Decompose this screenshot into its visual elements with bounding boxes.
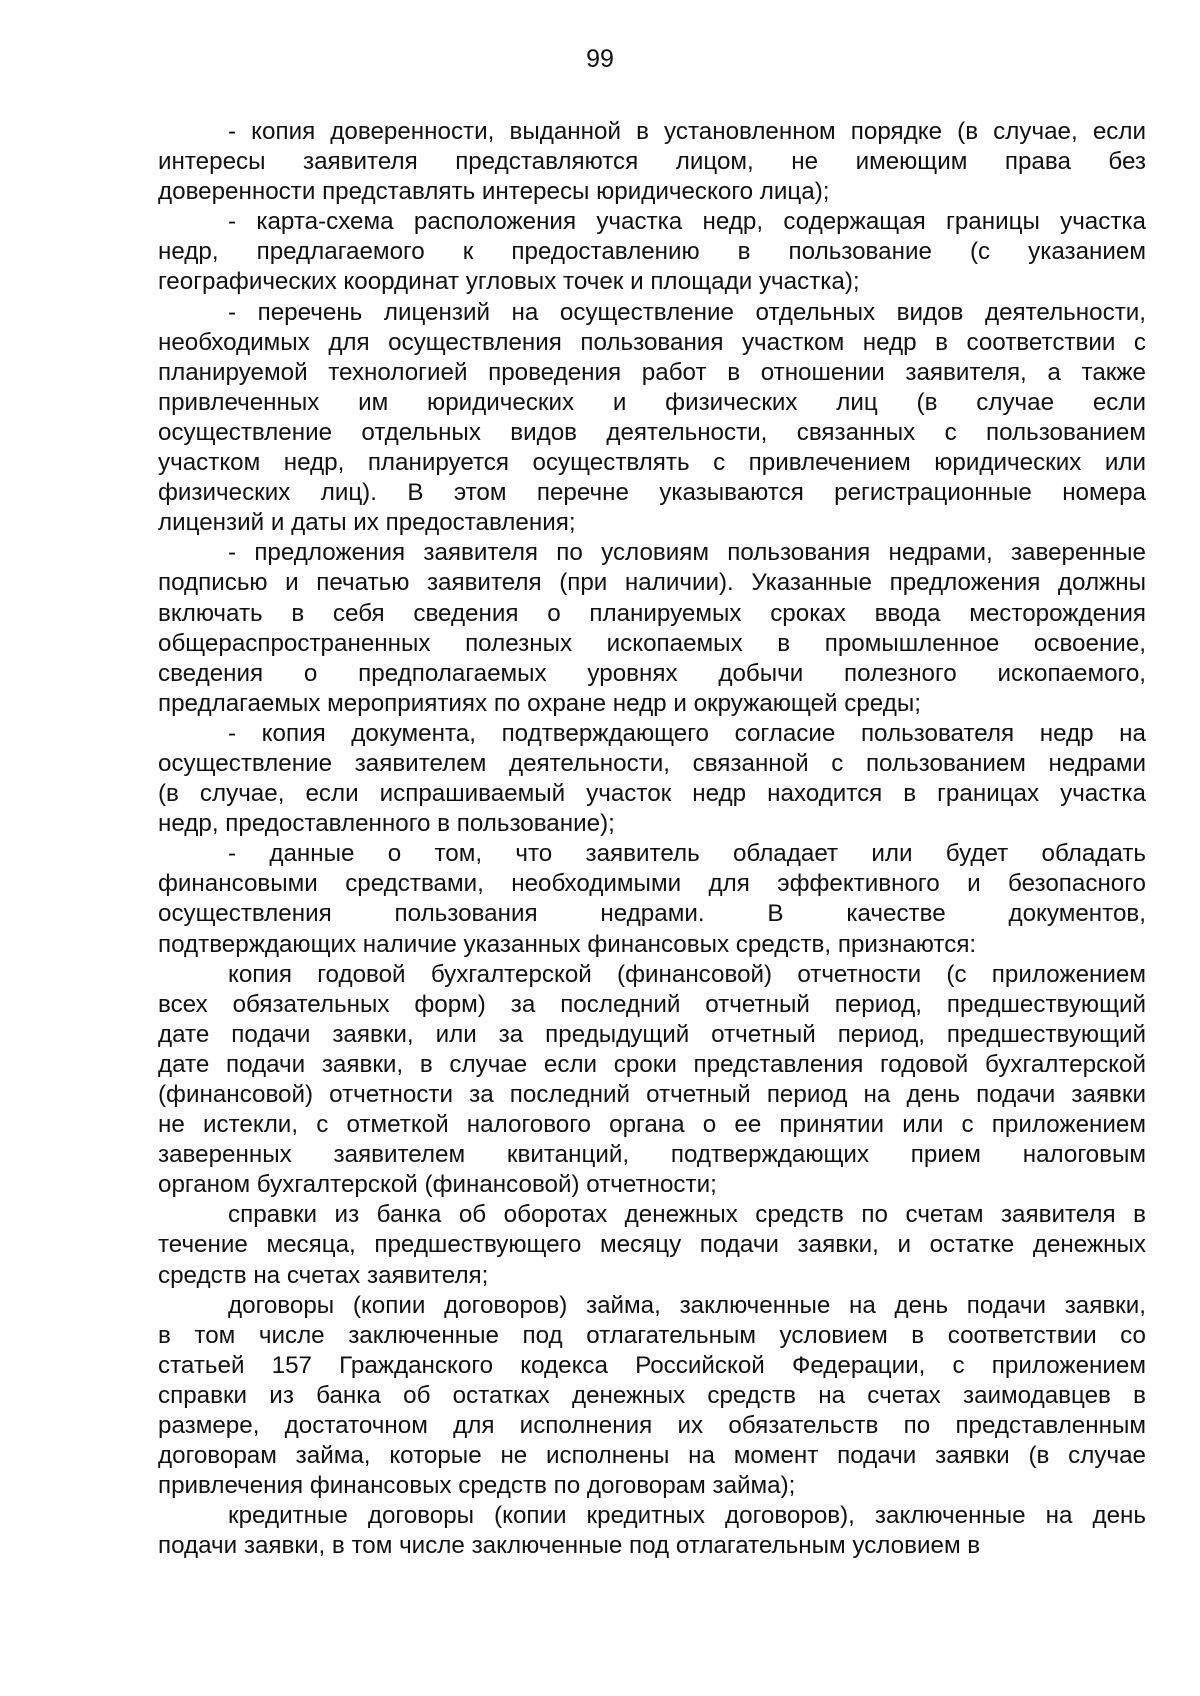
text-line: - копия документа, подтверждающего согласие пользователя недр на: [228, 719, 1146, 747]
text-line: размере, достаточном для исполнения их обязательств по представленным: [158, 1412, 1146, 1440]
text-line: - перечень лицензий на осуществление отдельных видов деятельности,: [228, 298, 1146, 326]
text-line: необходимых для осуществления пользования участком недр в соответствии с: [158, 328, 1146, 356]
text-line: доверенности представлять интересы юридического лица);: [158, 178, 830, 206]
text-line: течение месяца, предшествующего месяцу подачи заявки, и остатке денежных: [158, 1231, 1146, 1259]
text-line: - карта-схема расположения участка недр, содержащая границы участка: [228, 208, 1146, 236]
text-line: недр, предлагаемого к предоставлению в пользование (с указанием: [158, 238, 1146, 266]
text-line: - предложения заявителя по условиям пользования недрами, заверенные: [228, 539, 1146, 567]
text-line: справки из банка об оборотах денежных средств по счетам заявителя в: [228, 1201, 1146, 1229]
text-line: (финансовой) отчетности за последний отчетный период на день подачи заявки: [158, 1081, 1146, 1108]
text-line: справки из банка об остатках денежных средств на счетах заимодавцев в: [158, 1381, 1146, 1409]
text-line: копия годовой бухгалтерской (финансовой) отчетности (с приложением: [228, 960, 1146, 988]
text-line: планируемой технологией проведения работ в отношении заявителя, а также: [158, 358, 1146, 386]
text-line: заверенных заявителем квитанций, подтверждающих прием налоговым: [158, 1141, 1146, 1169]
text-line: осуществление заявителем деятельности, связанной с пользованием недрами: [158, 749, 1146, 777]
text-line: недр, предоставленного в пользование);: [158, 810, 615, 838]
text-line: всех обязательных форм) за последний отчетный период, предшествующий: [158, 990, 1146, 1018]
document-body: [158, 117, 1146, 1562]
text-line: органом бухгалтерской (финансовой) отчетности;: [158, 1171, 717, 1199]
text-line: подачи заявки, в том числе заключенные под отлагательным условием в: [158, 1532, 981, 1560]
text-line: (в случае, если испрашиваемый участок недр находится в границах участка: [158, 780, 1146, 808]
text-line: дате подачи заявки, в случае если сроки представления годовой бухгалтерской: [158, 1050, 1146, 1078]
text-line: участком недр, планируется осуществлять с привлечением юридических или: [158, 449, 1146, 477]
text-line: лицензий и даты их предоставления;: [158, 509, 576, 537]
text-line: - копия доверенности, выданной в установленном порядке (в случае, если: [228, 118, 1146, 145]
text-line: - данные о том, что заявитель обладает или будет обладать: [228, 840, 1146, 868]
text-line: средств на счетах заявителя;: [158, 1261, 489, 1289]
text-line: подтверждающих наличие указанных финансовых средств, признаются:: [158, 930, 977, 958]
text-line: привлеченных им юридических и физических лиц (в случае если: [158, 388, 1146, 416]
text-line: интересы заявителя представляются лицом, не имеющим права без: [158, 148, 1146, 176]
text-line: кредитные договоры (копии кредитных договоров), заключенные на день: [228, 1502, 1146, 1530]
text-line: подписью и печатью заявителя (при наличии). Указанные предложения должны: [158, 569, 1146, 597]
text-line: осуществления пользования недрами. В качестве документов,: [158, 900, 1146, 928]
text-line: договоры (копии договоров) займа, заключенные на день подачи заявки,: [228, 1291, 1146, 1319]
text-line: дате подачи заявки, или за предыдущий отчетный период, предшествующий: [158, 1020, 1146, 1048]
text-line: статьей 157 Гражданского кодекса Российской Федерации, с приложением: [158, 1351, 1146, 1379]
text-line: предлагаемых мероприятиях по охране недр и окружающей среды;: [158, 689, 921, 717]
page-number: 99: [586, 45, 614, 73]
text-line: географических координат угловых точек и площади участка);: [158, 268, 860, 296]
text-line: финансовыми средствами, необходимыми для эффективного и безопасного: [158, 870, 1146, 898]
text-line: договорам займа, которые не исполнены на момент подачи заявки (в случае: [158, 1442, 1146, 1470]
text-line: привлечения финансовых средств по договорам займа);: [158, 1472, 796, 1500]
text-line: не истекли, с отметкой налогового органа о ее принятии или с приложением: [158, 1111, 1146, 1139]
text-line: физических лиц). В этом перечне указываются регистрационные номера: [158, 479, 1146, 507]
text-line: в том числе заключенные под отлагательным условием в соответствии со: [158, 1321, 1146, 1349]
text-line: включать в себя сведения о планируемых сроках ввода месторождения: [158, 599, 1146, 627]
text-line: осуществление отдельных видов деятельности, связанных с пользованием: [158, 418, 1146, 446]
text-line: общераспространенных полезных ископаемых в промышленное освоение,: [158, 629, 1146, 657]
text-line: сведения о предполагаемых уровнях добычи полезного ископаемого,: [158, 659, 1146, 687]
